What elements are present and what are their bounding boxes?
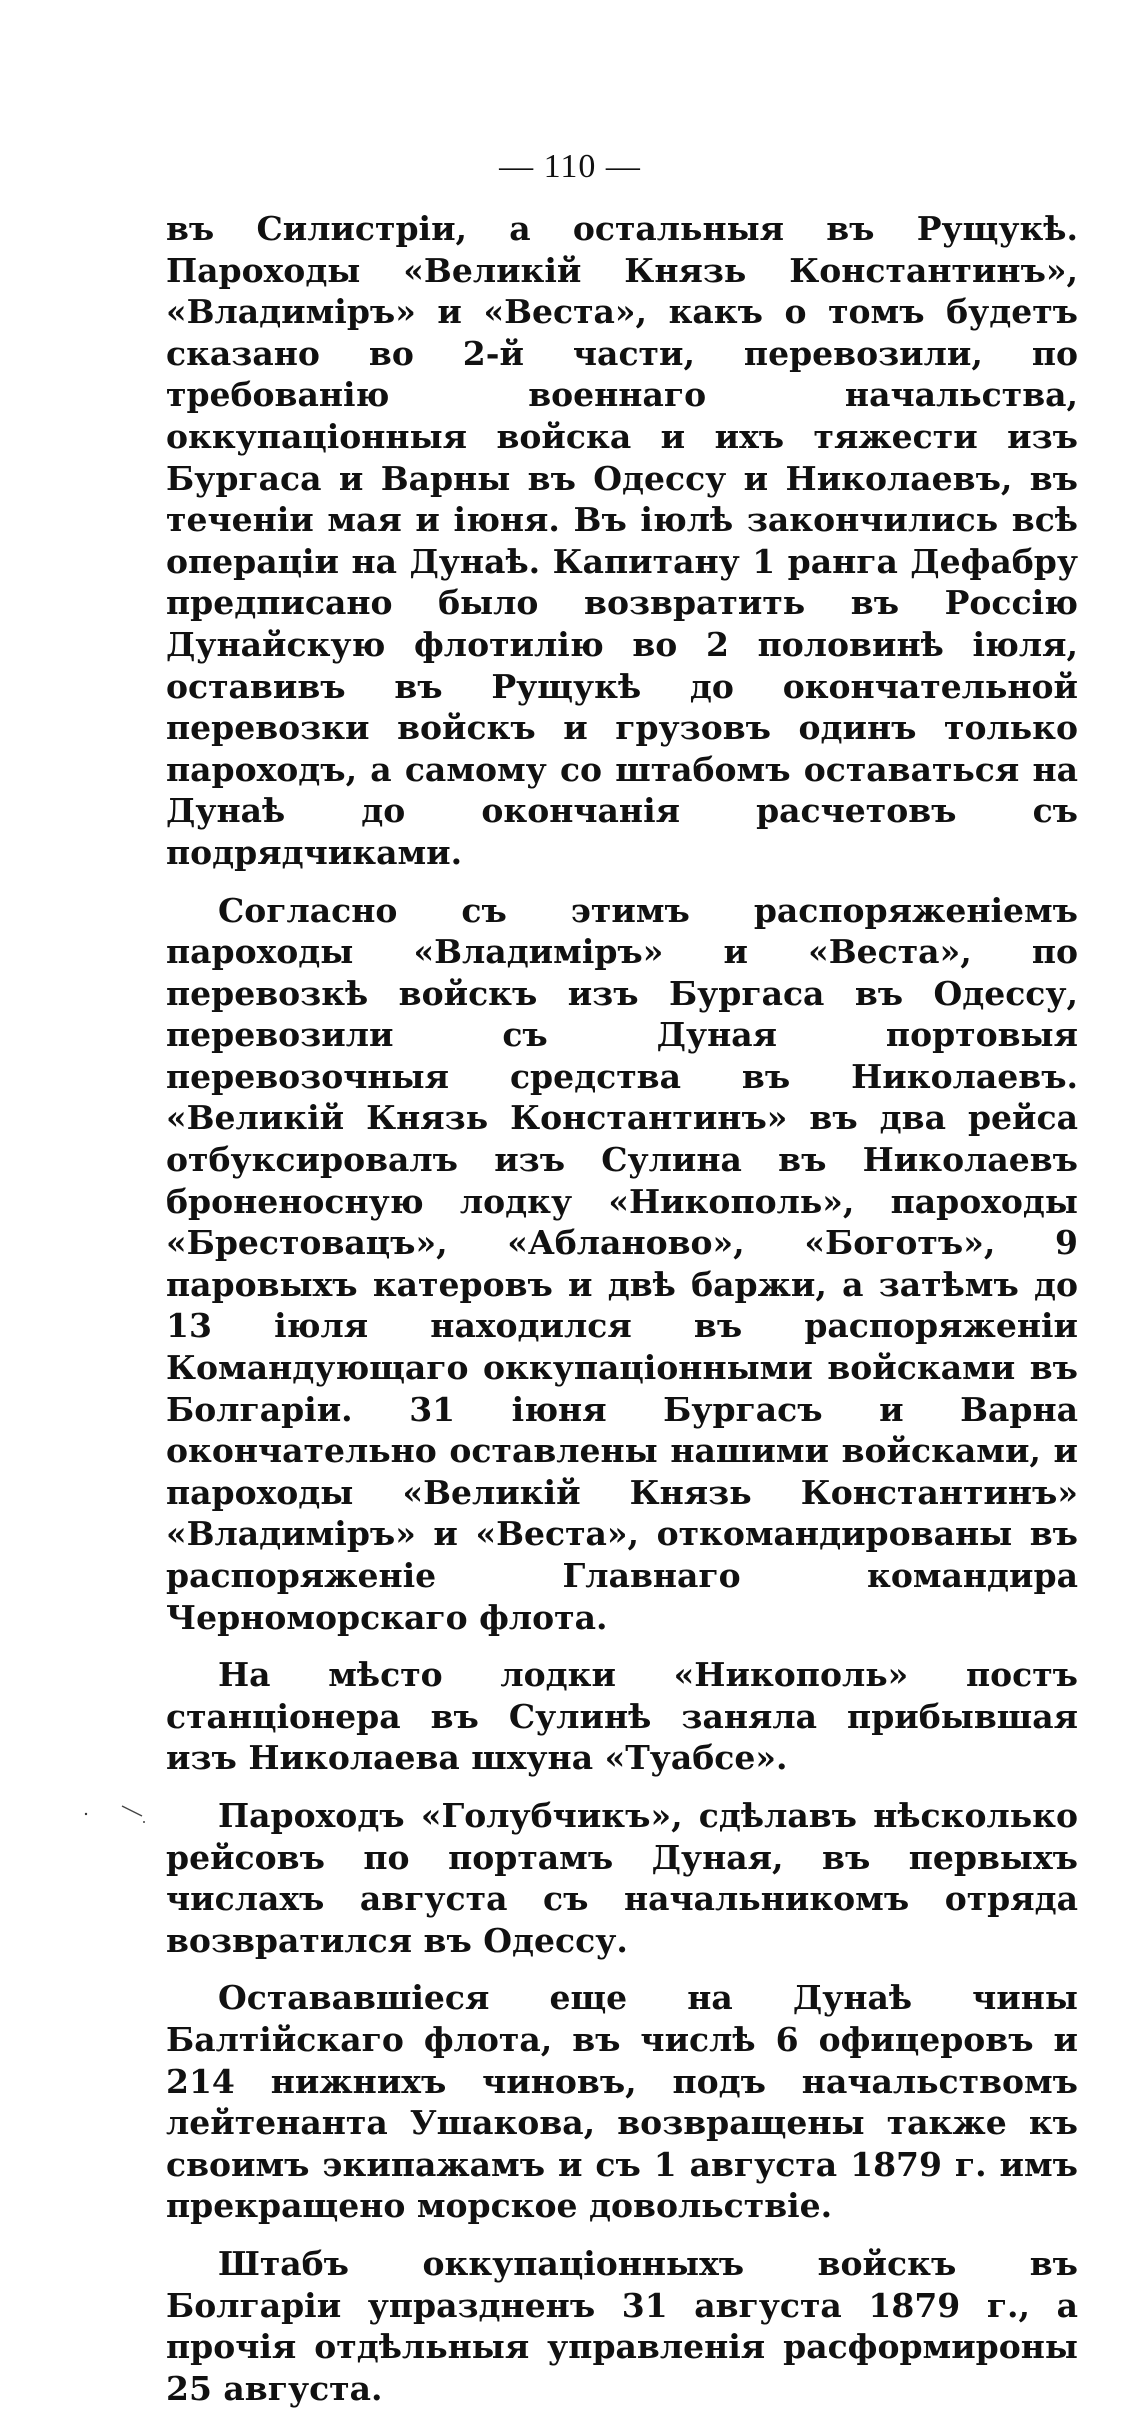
paragraph-4: Пароходъ «Голубчикъ», сдѣлавъ нѣсколько рейсовъ по портамъ Дуная, въ первыхъ числахъ августа съ начальникомъ отряда возвратился въ Одессу. [166, 1795, 1078, 1960]
page-number: — 110 — [499, 148, 641, 185]
paragraph-6: Штабъ оккупаціонныхъ войскъ въ Болгаріи упраздненъ 31 августа 1879 г., а прочія отдѣльныя управленія расформироны 25 августа. [166, 2243, 1078, 2408]
paragraph-1: въ Силистріи, а остальныя въ Рущукѣ. Пароходы «Великій Князь Константинъ», «Владиміръ» и «Веста», какъ о томъ будетъ сказано во 2-й части, перевозили, по требованію военнаго начальства, оккупаціонныя войска и ихъ тяжести изъ Бургаса и Варны въ Одессу и Николаевъ, въ теченіи мая и іюня. Въ іюлѣ закончились всѣ операціи на Дунаѣ. Капитану 1 ранга Дефабру предписано было возвратить въ Россію Дунайскую флотилію во 2 половинѣ іюля, оставивъ въ Рущукѣ до окончательной перевозки войскъ и грузовъ одинъ только пароходъ, а самому со штабомъ оставаться на Дунаѣ до окончанія расчетовъ съ подрядчиками. [166, 209, 1078, 872]
paragraph-5: Остававшіеся еще на Дунаѣ чины Балтійскаго флота, въ числѣ 6 офицеровъ и 214 нижнихъ чиновъ, подъ начальствомъ лейтенанта Ушакова, возвращены также къ своимъ экипажамъ и съ 1 августа 1879 г. имъ прекращено морское довольствіе. [166, 1978, 1078, 2226]
paragraph-2: Согласно съ этимъ распоряженіемъ пароходы «Владиміръ» и «Веста», по перевозкѣ войскъ изъ Бургаса въ Одессу, перевозили съ Дуная портовыя перевозочныя средства въ Николаевъ. «Великій Князь Константинъ» въ два рейса отбуксировалъ изъ Сулина въ Николаевъ броненосную лодку «Никополь», пароходы «Брестовацъ», «Абланово», «Боготъ», 9 паровыхъ катеровъ и двѣ баржи, а затѣмъ до 13 іюля находился въ распоряженіи Командующаго оккупаціонными войсками въ Болгаріи. 31 іюня Бургасъ и Варна окончательно оставлены нашими войсками, и пароходы «Великій Князь Константинъ» «Владиміръ» и «Веста», откомандированы въ распоряженіе Главнаго командира Черноморскаго флота. [166, 890, 1078, 1637]
paragraph-3: На мѣсто лодки «Никополь» постъ станціонера въ Сулинѣ заняла прибывшая изъ Николаева шхуна «Туабсе». [166, 1655, 1078, 1778]
ink-specks [82, 1800, 162, 1830]
body-text [166, 208, 1078, 2409]
